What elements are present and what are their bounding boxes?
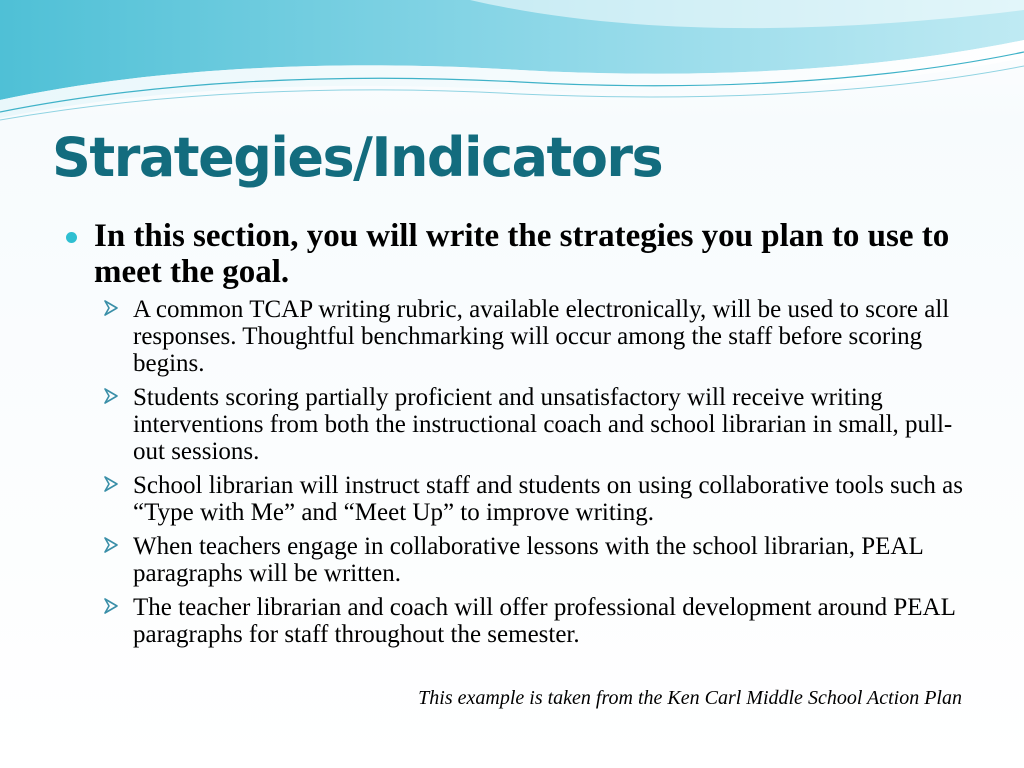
slide-body: [60, 218, 980, 655]
main-bullet-text: In this section, you will write the strategies you plan to use to meet the goal.: [94, 218, 950, 290]
strategy-text: When teachers engage in collaborative lessons with the school librarian, PEAL paragraphs will be written.: [133, 533, 923, 587]
strategy-item: [60, 533, 980, 587]
slide-title: Strategies/Indicators: [52, 126, 663, 189]
arrowhead-icon: [104, 476, 118, 492]
strategy-item: [60, 384, 980, 465]
source-footnote: This example is taken from the Ken Carl Middle School Action Plan: [418, 687, 962, 709]
strategy-item: [60, 594, 980, 648]
round-dot-icon: [66, 232, 77, 243]
main-bullet: [60, 218, 980, 290]
strategy-text: School librarian will instruct staff and students on using collaborative tools such as “Type with Me” and “Meet Up” to improve writing.: [133, 472, 963, 526]
arrowhead-icon: [104, 537, 118, 553]
wave-header-decoration: [0, 0, 1024, 130]
strategy-text: Students scoring partially proficient and unsatisfactory will receive writing interventions from both the instructional coach and school librarian in small, pull-out sessions.: [133, 384, 953, 465]
strategy-item: [60, 296, 980, 377]
arrowhead-icon: [104, 388, 118, 404]
strategy-text: The teacher librarian and coach will offer professional development around PEAL paragraphs for staff throughout the semester.: [133, 594, 955, 648]
arrowhead-icon: [104, 598, 118, 614]
strategy-list: [60, 296, 980, 648]
strategy-text: A common TCAP writing rubric, available electronically, will be used to score all responses. Thoughtful benchmarking will occur among the staff before scoring begins.: [133, 296, 950, 377]
strategy-item: [60, 472, 980, 526]
arrowhead-icon: [104, 300, 118, 316]
